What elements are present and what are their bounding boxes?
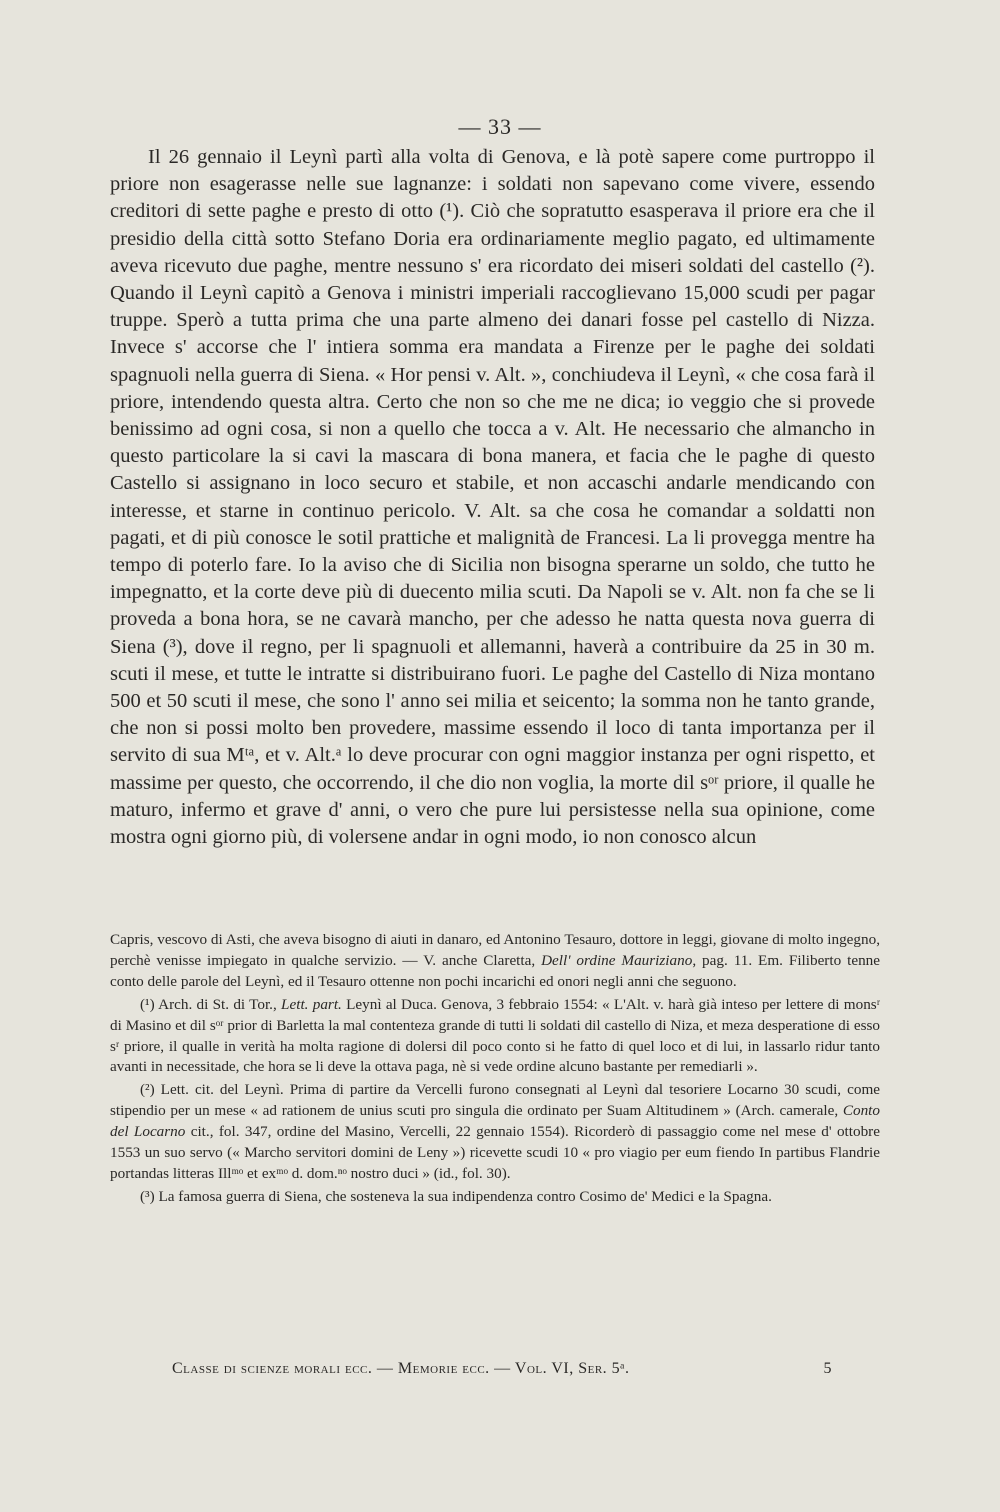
footnote-continuation-title: Dell' ordine Mauriziano (541, 951, 693, 969)
footnote-1-italic: Lett. part. (281, 995, 342, 1013)
footnote-1-text: Arch. di St. di Tor., (154, 995, 282, 1013)
footnote-continuation-text-end: , pag. 11. Em. Filiberto tenne conto delle parole del Leynì, ed il Tesauro ottenne non pochi incarichi ed onori negli anni che seguono. (110, 951, 880, 990)
footnotes (110, 930, 880, 1208)
signature-line (172, 1360, 872, 1378)
main-paragraph: Il 26 gennaio il Leynì partì alla volta di Genova, e là potè sapere come purtroppo il priore non esagerasse nelle sue lagnanze: i soldati non sapevano come vivere, essendo creditori di sette paghe e presto di otto (¹). Ciò che sopratutto esasperava il priore era che il presidio della città sotto Stefano Doria era ordinariamente meglio pagato, ed ultimamente aveva ricevuto due paghe, mentre nessuno s' era ricordato dei miseri soldati del castello (²). Quando il Leynì capitò a Genova i ministri imperiali raccoglievano 15,000 scudi per pagar truppe. Sperò a tutta prima che una parte almeno dei danari fosse pel castello di Nizza. Invece s' accorse che l' intiera somma era mandata a Firenze per le paghe dei soldati spagnuoli nella guerra di Siena. « Hor pensi v. Alt. », conchiudeva il Leynì, « che cosa farà il priore, intendendo questa altra. Certo che non so che me ne dica; io veggio che si provede benissimo ad ogni cosa, si non a quello che tocca a v. Alt. He necessario che almancho in questo particolare la si cavi la mascara di bona manera, et facia che le paghe di questo Castello si assignano in loco securo et stabile, et non accaschi andarle mendicando con interesse, et starne in continuo pericolo. V. Alt. sa che cosa he comandar a soldatti non pagati, et di più conosce le sotil prattiche et malignità de Francesi. La li provegga mentre ha tempo di poterlo fare. Io la aviso che di Sicilia non bisogna sperarne un soldo, che tutto he impegnatto, et la corte deve più di duecento milia scuti. Da Napoli se v. Alt. non fa che se li proveda a bona hora, se ne cavarà mancho, per che adesso he natta questa nova guerra di Siena (³), dove il regno, per li spagnuoli et allemanni, haverà a contribuire da 25 in 30 m. scuti il mese, et tutte le intratte si distribuirano fuori. Le paghe del Castello di Niza montano 500 et 50 scuti il mese, che sono l' anno sei milia et seicento; la somma non he tanto grande, che non si possi molto ben provedere, massime essendo il loco di tanta importanza per il servito di sua Mᵗᵃ, et v. Alt.ᵃ lo deve procurar con ogni maggior instanza per ogni rispetto, et massime per questo, che occorrendo, il che dio non voglia, la morte dil sᵒʳ priore, il qualle he maturo, infermo et grave d' anni, o vero che pure lui persistesse nella sua opinione, come mostra ogni giorno più, di volersene andar in ogni modo, io non conosco alcun (110, 146, 875, 849)
footnote-2-italic: Conto del Locarno (110, 1102, 880, 1141)
footnote-2 (110, 1080, 880, 1185)
footnote-3-text: La famosa guerra di Siena, che sosteneva la sua indipendenza contro Cosimo de' Medici e la Spagna. (154, 1187, 772, 1205)
signature-text: Classe di scienze morali ecc. — Memorie ecc. — Vol. VI, Ser. 5ᵃ. (172, 1360, 630, 1377)
footnote-1 (110, 995, 880, 1079)
page-number: — 33 — (458, 114, 542, 139)
footnote-1-marker: (¹) (140, 995, 155, 1013)
footnote-2-text: Lett. cit. del Leynì. Prima di partire da Vercelli furono consegnati al Leynì dal tesoriere Locarno 30 scudi, come stipendio per un mese « ad rationem de unius scuti pro singula die ordinato per Suam Altitudinem » (Arch. camerale, (110, 1081, 880, 1120)
footnote-3-marker: (³) (140, 1187, 155, 1205)
footnote-continuation (110, 930, 880, 993)
footnote-1-text-end: Leynì al Duca. Genova, 3 febbraio 1554: « L'Alt. v. harà già inteso per lettere di monsʳ di Masino et dil sᵒʳ prior di Barletta la mal contenteza grande di tutti li soldati dil castello di Niza, et meza desperatione di esso sʳ priore, il qualle in verità ha molta ragione di dolersi dil poco conto si he fatto di quel loco et di lui, in lassarlo ridur tanto avanti in necessitade, che hora se li deve la ottava paga, nè si vede ordine alcuno bastante per remediarli ». (110, 995, 880, 1076)
footnote-2-text-end: cit., fol. 347, ordine del Masino, Vercelli, 22 gennaio 1554). Ricorderò di passaggio come nel mese d' ottobre 1553 un suo servo (« Marcho servitori domini de Leny ») ricevette scudi 10 « pro viagio per eum fiendo In partibus Flandrie portandas litteras Illᵐᵒ et exᵐᵒ d. dom.ⁿᵒ nostro duci » (id., fol. 30). (110, 1123, 880, 1182)
sheet-number: 5 (823, 1360, 832, 1377)
footnote-3 (110, 1187, 880, 1208)
footnote-continuation-text: Capris, vescovo di Asti, che aveva bisogno di aiuti in danaro, ed Antonino Tesauro, dottore in leggi, giovane di molto ingegno, perchè venisse impiegato in qualche servizio. — V. anche Claretta, (110, 931, 880, 969)
footnote-2-marker: (²) (140, 1081, 155, 1099)
main-text (110, 144, 875, 851)
